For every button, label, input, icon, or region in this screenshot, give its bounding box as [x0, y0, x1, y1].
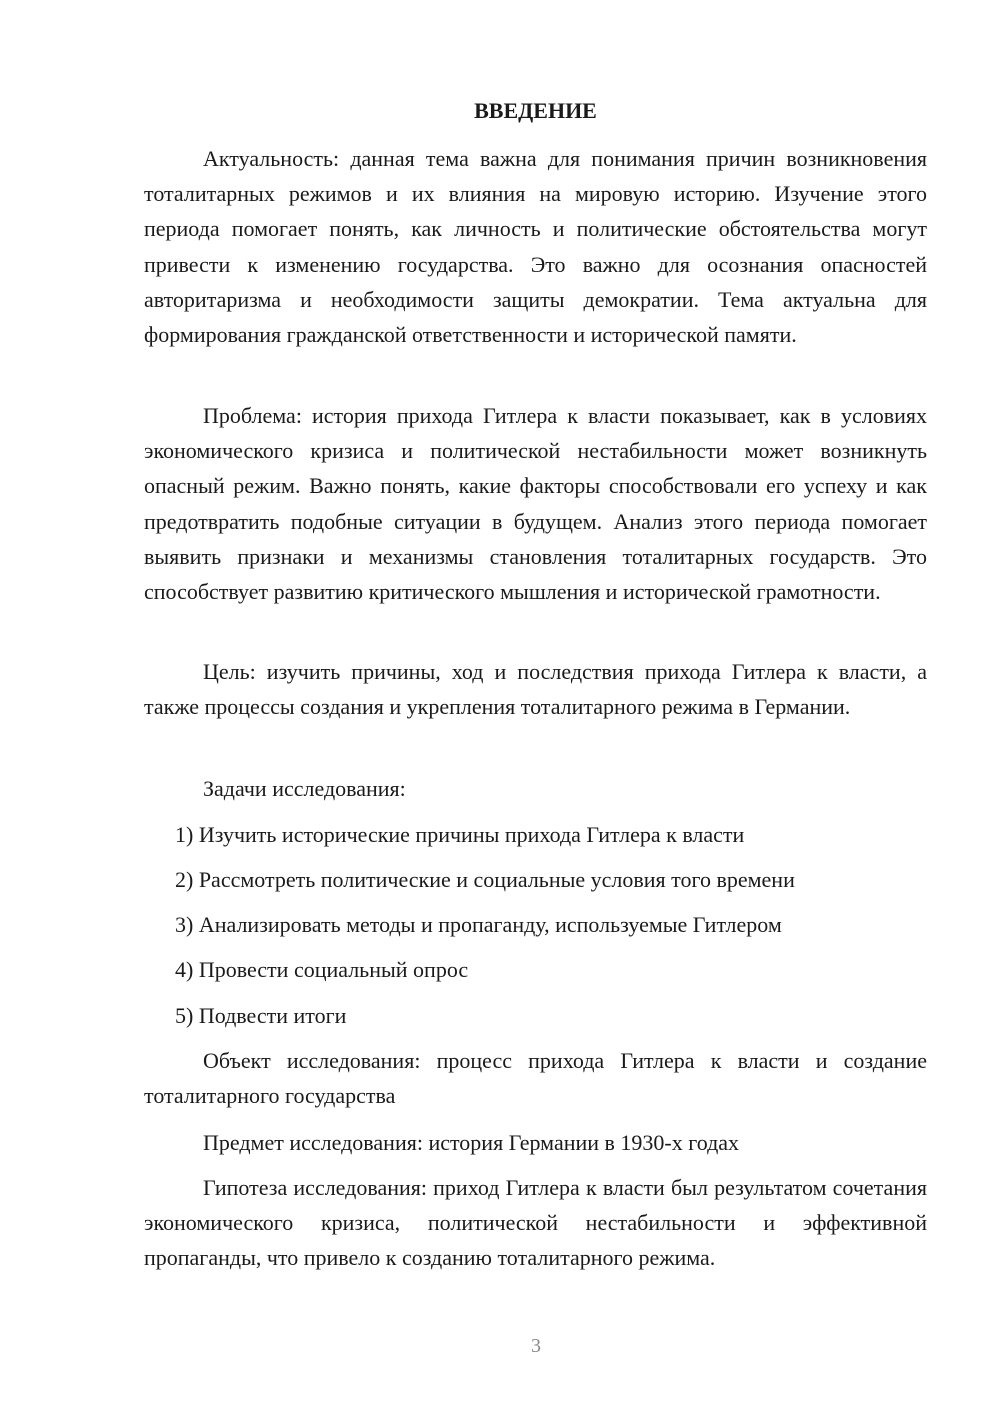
problem-paragraph: Проблема: история прихода Гитлера к власти показывает, как в условиях экономического кризиса и политической нестабильности может возникнуть опасный режим. Важно понять, какие факторы способствовали его успеху и как предотвратить подобные ситуации в будущем. Анализ этого периода помогает выявить признаки и механизмы становления тоталитарных государств. Это способствует развитию критического мышления и исторической грамотности. — [144, 403, 927, 605]
task-item-4: 4) Провести социальный опрос — [175, 957, 469, 982]
task-item-3: 3) Анализировать методы и пропаганду, используемые Гитлером — [175, 912, 782, 937]
tasks-title: Задачи исследования: — [203, 776, 406, 801]
hypothesis-paragraph: Гипотеза исследования: приход Гитлера к власти был результатом сочетания экономического кризиса, политической нестабильности и эффективной пропаганды, что привело к созданию тоталитарного режима. — [144, 1175, 927, 1271]
task-item-1: 1) Изучить исторические причины прихода Гитлера к власти — [175, 822, 745, 847]
page-heading: ВВЕДЕНИЕ — [474, 98, 597, 123]
goal-paragraph: Цель: изучить причины, ход и последствия прихода Гитлера к власти, а также процессы создания и укрепления тоталитарного режима в Германии. — [144, 659, 927, 720]
object-paragraph: Объект исследования: процесс прихода Гитлера к власти и создание тоталитарного государства — [144, 1048, 927, 1109]
task-item-2: 2) Рассмотреть политические и социальные условия того времени — [175, 867, 795, 892]
page-number: 3 — [531, 1335, 541, 1357]
subject-paragraph: Предмет исследования: история Германии в 1930-х годах — [203, 1130, 740, 1155]
relevance-paragraph: Актуальность: данная тема важна для понимания причин возникновения тоталитарных режимов и их влияния на мировую историю. Изучение этого периода помогает понять, как личность и политические обстоятельства могут привести к изменению государства. Это важно для осознания опасностей авторитаризма и необходимости защиты демократии. Тема актуальна для формирования гражданской ответственности и исторической памяти. — [144, 146, 927, 348]
task-item-5: 5) Подвести итоги — [175, 1003, 347, 1028]
